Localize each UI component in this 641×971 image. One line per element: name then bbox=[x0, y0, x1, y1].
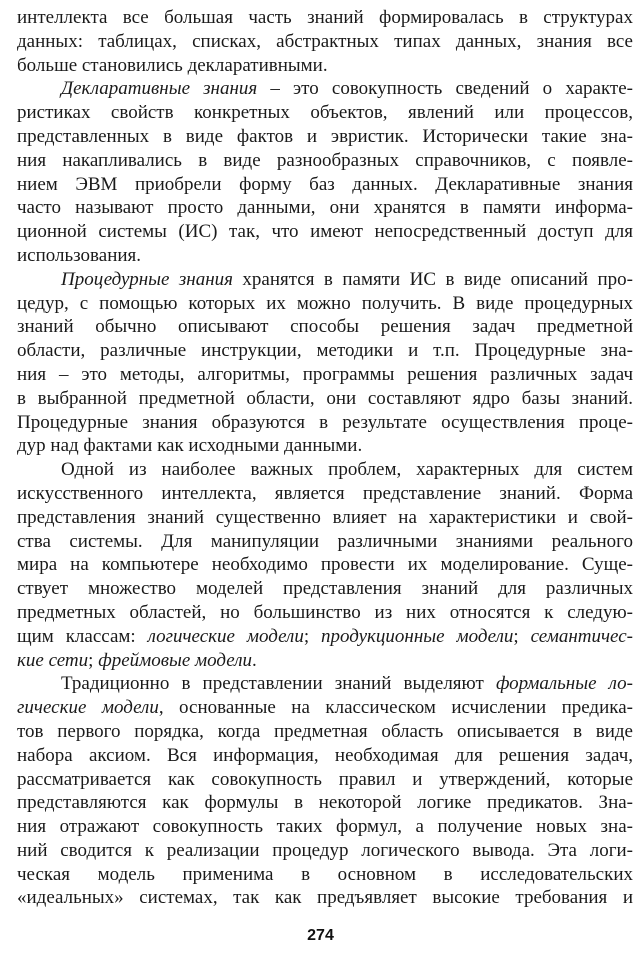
text-line bbox=[17, 339, 633, 363]
text-segment: Традиционно в представлении знаний выделяют bbox=[61, 673, 496, 695]
text-line bbox=[17, 768, 633, 792]
text-line bbox=[17, 173, 633, 197]
text-segment: представления знаний существенно влияет на характеристики и свой- bbox=[17, 506, 633, 528]
italic-term: фреймовые модели bbox=[98, 649, 253, 671]
text-segment: щим классам: bbox=[17, 625, 148, 647]
text-segment: предметных областей, но большинство из них относятся к следую- bbox=[17, 601, 633, 623]
text-segment: ствует множество моделей представления знаний для различных bbox=[17, 578, 633, 600]
text-line bbox=[17, 458, 633, 482]
text-segment: хранятся в памяти ИС в виде описаний про- bbox=[232, 268, 633, 290]
text-line bbox=[17, 77, 633, 101]
text-line bbox=[17, 244, 633, 268]
italic-term: гические модели bbox=[17, 697, 159, 719]
text-line bbox=[17, 363, 633, 387]
text-line bbox=[17, 696, 633, 720]
text-line bbox=[17, 625, 633, 649]
text-segment: дур над фактами как исходными данными. bbox=[17, 435, 363, 457]
text-segment: интеллекта все большая часть знаний формировалась в структурах bbox=[17, 7, 633, 28]
text-line bbox=[17, 101, 633, 125]
italic-term: Процедурные знания bbox=[61, 268, 233, 290]
text-segment: в выбранной предметной области, они составляют ядро базы знаний. bbox=[17, 387, 633, 409]
text-segment: ния отражают совокупность таких формул, а получение новых зна- bbox=[17, 816, 633, 838]
text-line bbox=[17, 268, 633, 292]
text-line bbox=[17, 672, 633, 696]
text-line bbox=[17, 744, 633, 768]
text-segment: Процедурные знания образуются в результате осуществления проце- bbox=[17, 411, 633, 433]
text-segment: ; bbox=[88, 649, 99, 671]
text-segment: данных: таблицах, списках, абстрактных типах данных, знания все bbox=[17, 30, 633, 52]
text-segment: использования. bbox=[17, 244, 142, 266]
text-segment: , основанные на классическом исчислении предика- bbox=[158, 697, 633, 719]
text-segment: мира на компьютере необходимо провести их моделирование. Суще- bbox=[17, 554, 633, 576]
text-line bbox=[17, 6, 633, 30]
page-body-text bbox=[17, 6, 633, 910]
text-segment: тов первого порядка, когда предметная область описывается в виде bbox=[17, 720, 633, 742]
text-line bbox=[17, 863, 633, 887]
text-segment: ческая модель применима в основном в исследовательских bbox=[17, 863, 633, 885]
text-segment: рассматривается как совокупность правил и утверждений, которые bbox=[17, 768, 633, 790]
text-line bbox=[17, 220, 633, 244]
text-line bbox=[17, 411, 633, 435]
text-line bbox=[17, 886, 633, 910]
text-line bbox=[17, 149, 633, 173]
text-line bbox=[17, 839, 633, 863]
text-segment: ства системы. Для манипуляции различными знаниями реального bbox=[17, 530, 633, 552]
italic-term: логические модели bbox=[147, 625, 304, 647]
text-segment: – это совокупность сведений о характе- bbox=[257, 78, 633, 100]
italic-term: формальные ло- bbox=[495, 673, 633, 695]
text-line bbox=[17, 434, 633, 458]
italic-term: продукционные модели bbox=[321, 625, 514, 647]
text-segment: . bbox=[252, 649, 257, 671]
text-line bbox=[17, 125, 633, 149]
text-line bbox=[17, 30, 633, 54]
text-line bbox=[17, 601, 633, 625]
text-line bbox=[17, 506, 633, 530]
text-segment: «идеальных» системах, так как предъявляет высокие требования и bbox=[17, 887, 633, 909]
italic-term: кие сети bbox=[17, 649, 89, 671]
italic-term: Декларативные знания bbox=[61, 78, 258, 100]
text-segment: больше становились декларативными. bbox=[17, 54, 328, 76]
text-segment: набора аксиом. Вся информация, необходимая для решения задач, bbox=[17, 744, 633, 766]
text-line bbox=[17, 815, 633, 839]
text-line bbox=[17, 720, 633, 744]
text-line bbox=[17, 553, 633, 577]
text-line bbox=[17, 387, 633, 411]
page-number: 274 bbox=[307, 927, 334, 944]
text-line bbox=[17, 791, 633, 815]
text-line bbox=[17, 292, 633, 316]
text-line bbox=[17, 196, 633, 220]
text-segment: цедур, с помощью которых их можно получить. В виде процедурных bbox=[17, 292, 633, 314]
text-segment: ; bbox=[513, 625, 531, 647]
text-line bbox=[17, 649, 633, 673]
text-segment: ристиках свойств конкретных объектов, явлений или процессов, bbox=[17, 102, 633, 124]
text-segment: ционной системы (ИС) так, что имеют непосредственный доступ для bbox=[17, 221, 633, 243]
text-segment: ния накапливались в виде разнообразных справочников, с появле- bbox=[17, 149, 633, 171]
text-line bbox=[17, 530, 633, 554]
text-line bbox=[17, 482, 633, 506]
text-segment: нием ЭВМ приобрели форму баз данных. Декларативные знания bbox=[17, 173, 633, 195]
text-line bbox=[17, 577, 633, 601]
text-segment: знаний обычно описывают способы решения задач предметной bbox=[17, 316, 633, 338]
text-segment: представленных в виде фактов и эвристик. Исторически такие зна- bbox=[17, 125, 633, 147]
text-segment: Одной из наиболее важных проблем, характерных для систем bbox=[61, 459, 633, 481]
text-line bbox=[17, 54, 633, 78]
text-segment: представляются как формулы в некоторой логике предикатов. Зна- bbox=[17, 792, 633, 814]
text-segment: ний сводится к реализации процедур логического вывода. Эта логи- bbox=[17, 839, 633, 861]
text-segment: ния – это методы, алгоритмы, программы решения различных задач bbox=[17, 363, 633, 385]
italic-term: семантичес- bbox=[530, 625, 633, 647]
text-segment: часто называют просто данными, они хранятся в памяти информа- bbox=[17, 197, 633, 219]
text-segment: искусственного интеллекта, является представление знаний. Форма bbox=[17, 482, 633, 504]
text-line bbox=[17, 315, 633, 339]
text-segment: области, различные инструкции, методики и т.п. Процедурные зна- bbox=[17, 340, 633, 362]
text-segment: ; bbox=[303, 625, 321, 647]
